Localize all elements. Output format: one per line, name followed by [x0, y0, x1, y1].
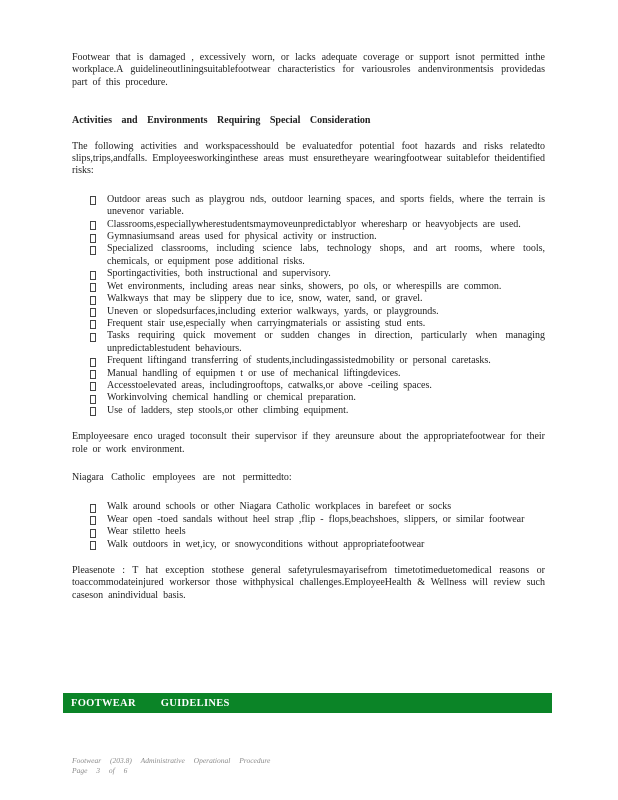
bullet-square-icon: [90, 382, 96, 391]
hazards-intro-paragraph: The following activities and workspacesshould be evaluatedfor potential foot hazards and risks relatedto slips,trips,andfalls. Employeesworkinginthese areas must ensuretheyare wearingfootwear suitablefor theidentified risks:: [72, 140, 545, 177]
hazard-list-item: [72, 194, 545, 219]
hazard-list-item-text: Workinvolving chemical handling or chemical preparation.: [107, 392, 356, 404]
bullet-square-icon: [90, 196, 96, 205]
hazard-list-item-text: Tasks requiring quick movement or sudden changes in direction, particularly when managing unpredictablestudent behaviours.: [107, 330, 545, 354]
hazard-list-item-text: Outdoor areas such as playgrou nds, outdoor learning spaces, and sports fields, where the terrain is unevenor variable.: [107, 193, 545, 218]
hazard-list-item-text: Frequent stair use,especially when carryingmaterials or assisting stud ents.: [107, 317, 426, 329]
not-permitted-list-item-text: Wear open -toed sandals without heel strap ,flip - flops,beachshoes, slippers, or similar footwear: [107, 513, 525, 525]
bullet-square-icon: [90, 407, 96, 416]
hazard-list-item: [72, 392, 545, 404]
exception-note-paragraph: Pleasenote : T hat exception stothese general safetyrulesmayarisefrom timetotimeduetomedical reasons or toaccommodateinjured workersor those withphysical challenges.EmployeeHealth & Wellness will review such caseson anindividual basis.: [72, 565, 545, 601]
hazard-list-item-text: Manual handling of equipmen t or use of mechanical liftingdevices.: [107, 367, 401, 379]
hazard-list-item-text: Frequent liftingand transferring of students,includingassistedmobility or personal caretasks.: [107, 355, 491, 367]
intro-paragraph: Footwear that is damaged , excessively worn, or lacks adequate coverage or support isnot permitted inthe workplace.A guidelineoutliningsuitablefootwear characteristics for variousroles andenvironmentsis providedas part of this procedure.: [72, 52, 545, 88]
section-heading: Activities and Environments Requiring Special Consideration: [72, 115, 371, 127]
hazard-list-item: [72, 243, 545, 268]
hazard-list-item: [72, 355, 545, 367]
not-permitted-list-item-text: Wear stiletto heels: [107, 526, 186, 538]
not-permitted-list-item-text: Walk around schools or other Niagara Catholic workplaces in barefeet or socks: [107, 501, 452, 513]
hazard-list-item-text: Classrooms,especiallywherestudentsmaymoveunpredictablyor wheresharp or heavyobjects are used.: [107, 218, 521, 230]
not-permitted-list-item: [72, 539, 545, 551]
hazard-list-item-text: Wet environments, including areas near sinks, showers, po ols, or wherespills are common.: [107, 280, 502, 292]
bullet-square-icon: [90, 516, 96, 525]
hazard-list-item-text: Use of ladders, step stools,or other climbing equipment.: [107, 404, 349, 416]
not-permitted-list-item: [72, 514, 545, 526]
hazard-list-item: [72, 318, 545, 330]
supervisor-note-paragraph: Employeesare enco uraged toconsult their supervisor if they areunsure about the appropriatefootwear for their role or work environment.: [72, 431, 545, 455]
bullet-square-icon: [90, 333, 96, 342]
not-permitted-list-item-text: Walk outdoors in wet,icy, or snowyconditions without appropriatefootwear: [107, 538, 425, 550]
bullet-square-icon: [90, 395, 96, 404]
bullet-square-icon: [90, 246, 96, 255]
hazard-list: [72, 194, 545, 417]
hazard-list-item-text: Walkways that may be slippery due to ice, snow, water, sand, or gravel.: [107, 293, 423, 305]
hazard-list-item-text: Uneven or slopedsurfaces,including exterior walkways, yards, or playgrounds.: [107, 305, 439, 317]
bullet-square-icon: [90, 529, 96, 538]
not-permitted-intro: Niagara Catholic employees are not permittedto:: [72, 471, 292, 483]
hazard-list-item: [72, 268, 545, 280]
bullet-square-icon: [90, 296, 96, 305]
hazard-list-item: [72, 380, 545, 392]
hazard-list-item: [72, 281, 545, 293]
hazard-list-item-text: Gymnasiumsand areas used for physical activity or instruction.: [107, 231, 377, 243]
hazard-list-item: [72, 405, 545, 417]
bullet-square-icon: [90, 358, 96, 367]
hazard-list-item: [72, 231, 545, 243]
not-permitted-list-item: [72, 526, 545, 538]
bullet-square-icon: [90, 308, 96, 317]
banner-label: FOOTWEAR GUIDELINES: [71, 697, 230, 709]
page-footer: [72, 756, 270, 775]
bullet-square-icon: [90, 541, 96, 550]
not-permitted-list-item: [72, 501, 545, 513]
bullet-square-icon: [90, 271, 96, 280]
bullet-square-icon: [90, 370, 96, 379]
hazard-list-item-text: Specialized classrooms, including science labs, technology shops, and art rooms, where tools, chemicals, or equipment pose additional risks.: [107, 243, 545, 267]
bullet-square-icon: [90, 320, 96, 329]
footer-page-number: Page 3 of 6: [72, 765, 128, 775]
not-permitted-list: [72, 501, 545, 551]
hazard-list-item: [72, 293, 545, 305]
hazard-list-item-text: Accesstoelevated areas, includingrooftops, catwalks,or above -ceiling spaces.: [107, 379, 432, 391]
bullet-square-icon: [90, 221, 96, 230]
hazard-list-item: [72, 330, 545, 355]
bullet-square-icon: [90, 283, 96, 292]
page-content: [72, 52, 545, 602]
footwear-guidelines-banner: [63, 693, 552, 713]
footer-document-title: Footwear (203.8) Administrative Operational Procedure: [72, 756, 271, 765]
hazard-list-item: [72, 368, 545, 380]
hazard-list-item: [72, 219, 545, 231]
hazard-list-item: [72, 306, 545, 318]
bullet-square-icon: [90, 234, 96, 243]
hazard-list-item-text: Sportingactivities, both instructional and supervisory.: [107, 268, 331, 280]
bullet-square-icon: [90, 504, 96, 513]
